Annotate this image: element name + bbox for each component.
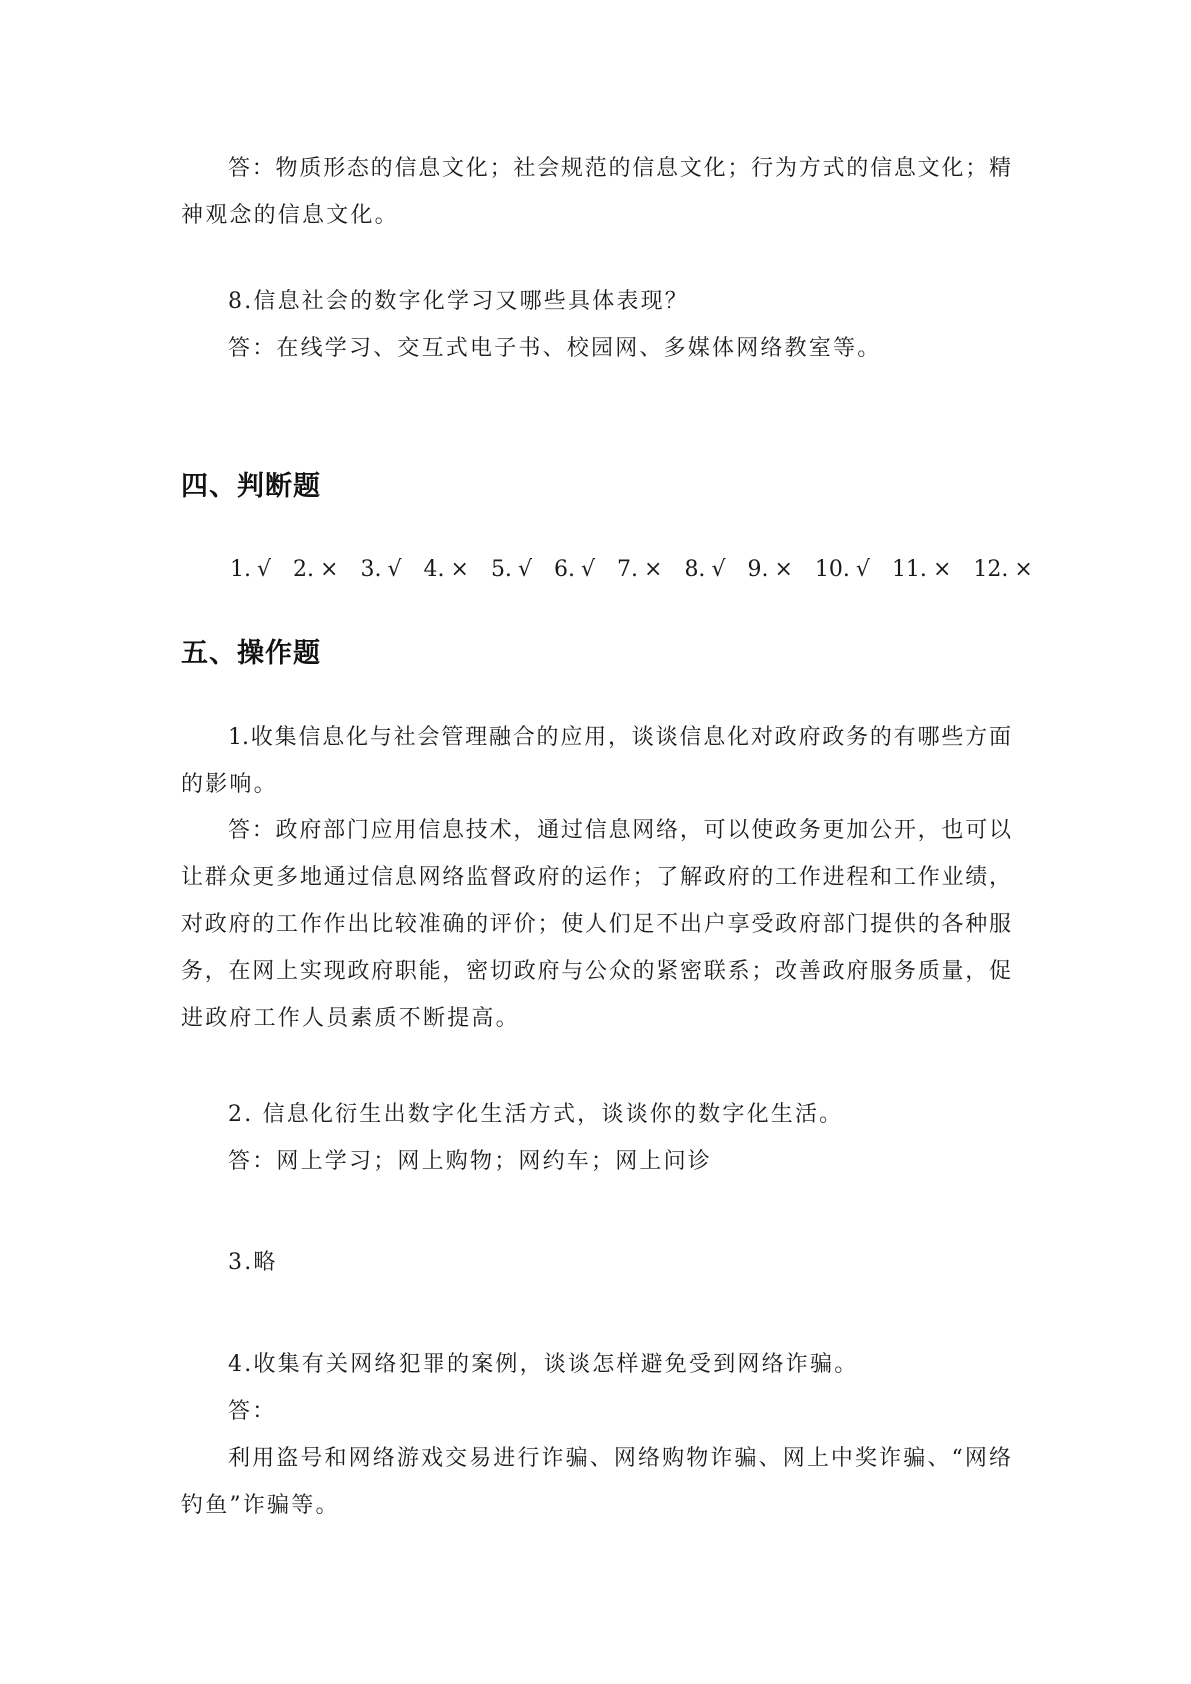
q7-answer-line2: 神观念的信息文化。 [181,203,399,228]
tf-item: 9. × [747,557,793,582]
s5-q1-question-line2: 的影响。 [181,772,278,797]
tf-item: 7. × [617,557,663,582]
s5-q2-answer: 答：网上学习；网上购物；网约车；网上问诊 [228,1149,713,1174]
s5-q3-text: 3.略 [228,1250,278,1275]
tf-item: 1. √ [230,557,272,582]
tf-item: 6. √ [553,557,595,582]
tf-item: 2. × [293,557,339,582]
tf-item: 11. × [891,557,952,582]
tf-item: 5. √ [490,557,532,582]
tf-item: 10. √ [814,557,870,582]
s5-q1-answer-line: 对政府的工作作出比较准确的评价；使人们足不出户享受政府部门提供的各种服 [181,912,1011,937]
tf-item: 8. √ [684,557,726,582]
s5-q4-answer-line2: 钓鱼”诈骗等。 [181,1493,340,1518]
s5-q1-answer-line: 让群众更多地通过信息网络监督政府的运作；了解政府的工作进程和工作业绩， [181,865,1011,890]
s5-q2-question: 2. 信息化衍生出数字化生活方式，谈谈你的数字化生活。 [228,1102,844,1127]
s5-q1-answer-line: 进政府工作人员素质不断提高。 [181,1006,520,1031]
s5-q4-question: 4.收集有关网络犯罪的案例，谈谈怎样避免受到网络诈骗。 [228,1352,859,1377]
s5-q4-answer-label: 答： [228,1399,277,1424]
tf-item: 12. × [973,557,1033,582]
s5-q4-answer-line1: 利用盗号和网络游戏交易进行诈骗、网络购物诈骗、网上中奖诈骗、“网络 [228,1446,1011,1471]
s5-q1-answer-line: 务，在网上实现政府职能，密切政府与公众的紧密联系；改善政府服务质量，促 [181,959,1011,984]
section5-title: 五、操作题 [181,638,321,669]
q7-answer-line1: 答：物质形态的信息文化；社会规范的信息文化；行为方式的信息文化；精 [228,156,1011,181]
q8-answer: 答：在线学习、交互式电子书、校园网、多媒体网络教室等。 [228,336,882,361]
tf-item: 4. × [423,557,469,582]
section4-title: 四、判断题 [181,471,321,502]
s5-q1-question-line1: 1.收集信息化与社会管理融合的应用，谈谈信息化对政府政务的有哪些方面 [228,725,1011,750]
true-false-answers [230,555,1055,585]
s5-q1-answer-line: 答：政府部门应用信息技术，通过信息网络，可以使政务更加公开，也可以 [228,818,1011,843]
tf-item: 3. √ [360,557,402,582]
q8-question: 8.信息社会的数字化学习又哪些具体表现？ [228,289,689,314]
